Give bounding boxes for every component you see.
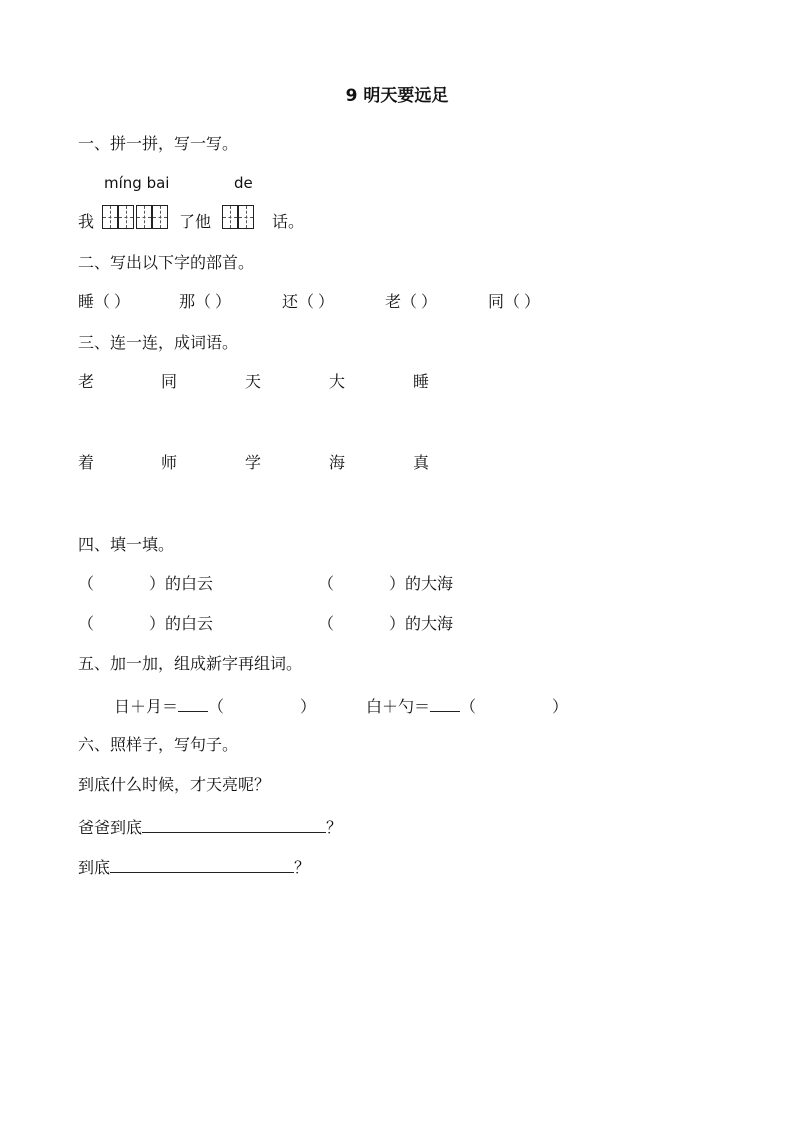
fill-blank-row: （ ）的白云 [78, 574, 214, 593]
answer-blank[interactable] [178, 696, 208, 712]
tianzige-box-4[interactable] [152, 205, 168, 229]
section-2-heading: 二、写出以下字的部首。 [78, 253, 255, 272]
radical-item: 睡（ ） [78, 292, 131, 311]
tianzige-box-3[interactable] [136, 205, 152, 229]
radical-item: 同（ ） [488, 292, 541, 311]
char-equation: 日＋月＝ （ ） [114, 697, 317, 716]
fill-blank-row: （ ）的白云 [78, 614, 214, 633]
answer-blank[interactable] [430, 696, 460, 712]
sentence-line-2: 到底 ？ [78, 858, 311, 877]
write-line[interactable] [142, 817, 326, 833]
write-line[interactable] [110, 857, 294, 873]
section-4-heading: 四、填一填。 [78, 535, 175, 554]
radical-item: 老（ ） [385, 292, 438, 311]
section-1-heading: 一、拼一拼，写一写。 [78, 134, 239, 153]
page-title: 9 明天要远足 [345, 86, 449, 106]
tianzige-box-6[interactable] [238, 205, 254, 229]
tianzige-box-5[interactable] [222, 205, 238, 229]
tianzige-box-2[interactable] [118, 205, 134, 229]
sentence-line-1: 爸爸到底 ？ [78, 818, 343, 837]
match-char-top[interactable]: 睡 [413, 372, 430, 391]
radical-item: 那（ ） [179, 292, 232, 311]
fill-blank-row: （ ）的大海 [318, 574, 454, 593]
pinyin-mingbai: míng bai [104, 174, 170, 192]
match-char-bottom[interactable]: 真 [413, 453, 430, 472]
tianzige-box-1[interactable] [102, 205, 118, 229]
section-5-heading: 五、加一加，组成新字再组词。 [78, 654, 303, 673]
sentence-end: 话。 [272, 212, 305, 231]
radical-item: 还（ ） [282, 292, 335, 311]
match-char-top[interactable]: 同 [161, 372, 178, 391]
match-char-top[interactable]: 天 [245, 372, 262, 391]
fill-blank-row: （ ）的大海 [318, 614, 454, 633]
match-char-top[interactable]: 老 [78, 372, 95, 391]
pinyin-de: de [234, 174, 253, 192]
sentence-start: 我 [78, 212, 95, 231]
match-char-bottom[interactable]: 海 [329, 453, 346, 472]
section-6-heading: 六、照样子，写句子。 [78, 735, 239, 754]
match-char-bottom[interactable]: 师 [161, 453, 178, 472]
sentence-middle: 了他 [179, 212, 212, 231]
match-char-top[interactable]: 大 [329, 372, 346, 391]
example-sentence: 到底什么时候，才天亮呢？ [78, 775, 271, 794]
section-3-heading: 三、连一连，成词语。 [78, 333, 239, 352]
char-equation: 白＋勺＝ （ ） [366, 697, 569, 716]
match-char-bottom[interactable]: 着 [78, 453, 95, 472]
match-char-bottom[interactable]: 学 [245, 453, 262, 472]
